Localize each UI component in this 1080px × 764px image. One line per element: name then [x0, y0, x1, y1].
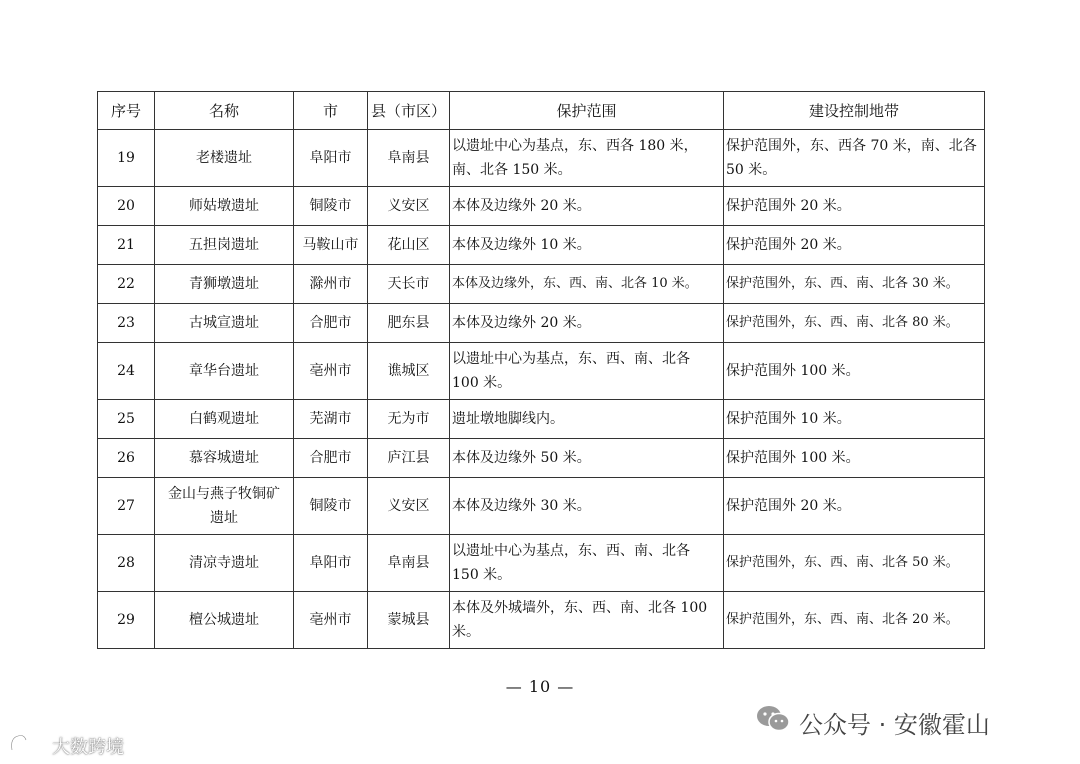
cell-protection: 本体及边缘外 20 米。 [450, 304, 724, 343]
watermark-brand-text: 大数跨境 [52, 736, 124, 758]
table-row [98, 592, 985, 649]
cell-name: 青狮墩遗址 [155, 265, 294, 304]
cell-city: 亳州市 [294, 592, 368, 649]
cell-protection: 本体及边缘外 50 米。 [450, 439, 724, 478]
cell-name: 古城宣遗址 [155, 304, 294, 343]
cell-county: 阜南县 [368, 535, 450, 592]
table-row [98, 535, 985, 592]
cell-county: 花山区 [368, 226, 450, 265]
cell-name: 金山与燕子牧铜矿遗址 [155, 478, 294, 535]
cell-county: 谯城区 [368, 343, 450, 400]
cell-city: 阜阳市 [294, 130, 368, 187]
cell-control: 保护范围外，东、西、南、北各 80 米。 [724, 304, 985, 343]
cell-name: 清凉寺遗址 [155, 535, 294, 592]
cell-protection: 以遗址中心为基点，东、西、南、北各 150 米。 [450, 535, 724, 592]
cell-protection: 本体及外城墙外，东、西、南、北各 100 米。 [450, 592, 724, 649]
cell-control: 保护范围外，东、西、南、北各 20 米。 [724, 592, 985, 649]
cell-county: 阜南县 [368, 130, 450, 187]
cell-number: 29 [98, 592, 155, 649]
cell-number: 22 [98, 265, 155, 304]
cell-number: 24 [98, 343, 155, 400]
cell-control: 保护范围外 100 米。 [724, 343, 985, 400]
table-row [98, 439, 985, 478]
cell-name: 慕容城遗址 [155, 439, 294, 478]
table-row [98, 130, 985, 187]
cell-city: 铜陵市 [294, 478, 368, 535]
page-number: — 10 — [505, 677, 575, 696]
header-protection-range: 保护范围 [450, 92, 724, 130]
cell-county: 蒙城县 [368, 592, 450, 649]
cell-county: 肥东县 [368, 304, 450, 343]
cell-county: 义安区 [368, 187, 450, 226]
cell-number: 23 [98, 304, 155, 343]
cell-city: 合肥市 [294, 439, 368, 478]
sites-table [97, 91, 985, 649]
cell-name: 章华台遗址 [155, 343, 294, 400]
cell-county: 无为市 [368, 400, 450, 439]
table-row [98, 400, 985, 439]
cell-county: 天长市 [368, 265, 450, 304]
cell-protection: 以遗址中心为基点，东、西各 180 米，南、北各 150 米。 [450, 130, 724, 187]
cell-protection: 本体及边缘外 10 米。 [450, 226, 724, 265]
cell-city: 合肥市 [294, 304, 368, 343]
cell-control: 保护范围外 20 米。 [724, 226, 985, 265]
header-name: 名称 [155, 92, 294, 130]
cell-name: 五担岗遗址 [155, 226, 294, 265]
cell-county: 庐江县 [368, 439, 450, 478]
cell-city: 铜陵市 [294, 187, 368, 226]
cell-protection: 本体及边缘外 20 米。 [450, 187, 724, 226]
cell-number: 20 [98, 187, 155, 226]
wechat-icon [755, 704, 791, 740]
table-row [98, 478, 985, 535]
header-control-zone: 建设控制地带 [724, 92, 985, 130]
cell-name: 老楼遗址 [155, 130, 294, 187]
cell-control: 保护范围外，东、西各 70 米，南、北各 50 米。 [724, 130, 985, 187]
cell-control: 保护范围外 20 米。 [724, 187, 985, 226]
cell-city: 芜湖市 [294, 400, 368, 439]
cell-control: 保护范围外，东、西、南、北各 50 米。 [724, 535, 985, 592]
cell-control: 保护范围外 20 米。 [724, 478, 985, 535]
cell-control: 保护范围外 100 米。 [724, 439, 985, 478]
cell-name: 檀公城遗址 [155, 592, 294, 649]
header-county: 县（市区） [368, 92, 450, 130]
watermark-brand [8, 730, 124, 761]
cell-name: 白鹤观遗址 [155, 400, 294, 439]
logo-icon [8, 730, 48, 761]
header-city: 市 [294, 92, 368, 130]
table-row [98, 226, 985, 265]
cell-number: 28 [98, 535, 155, 592]
cell-protection: 遗址墩地脚线内。 [450, 400, 724, 439]
cell-control: 保护范围外 10 米。 [724, 400, 985, 439]
table-header-row [98, 92, 985, 130]
cell-city: 亳州市 [294, 343, 368, 400]
cell-protection: 以遗址中心为基点，东、西、南、北各 100 米。 [450, 343, 724, 400]
cell-name: 师姑墩遗址 [155, 187, 294, 226]
table-row [98, 187, 985, 226]
cell-number: 19 [98, 130, 155, 187]
cell-city: 马鞍山市 [294, 226, 368, 265]
cell-protection: 本体及边缘外 30 米。 [450, 478, 724, 535]
cell-city: 滁州市 [294, 265, 368, 304]
table-row [98, 265, 985, 304]
table-row [98, 343, 985, 400]
cell-number: 21 [98, 226, 155, 265]
table-row [98, 304, 985, 343]
cell-control: 保护范围外，东、西、南、北各 30 米。 [724, 265, 985, 304]
watermark-wechat [755, 702, 990, 742]
cell-protection: 本体及边缘外，东、西、南、北各 10 米。 [450, 265, 724, 304]
cell-county: 义安区 [368, 478, 450, 535]
header-number: 序号 [98, 92, 155, 130]
cell-number: 26 [98, 439, 155, 478]
watermark-wechat-text: 公众号 · 安徽霍山 [799, 710, 990, 739]
cell-number: 27 [98, 478, 155, 535]
cell-city: 阜阳市 [294, 535, 368, 592]
cell-number: 25 [98, 400, 155, 439]
